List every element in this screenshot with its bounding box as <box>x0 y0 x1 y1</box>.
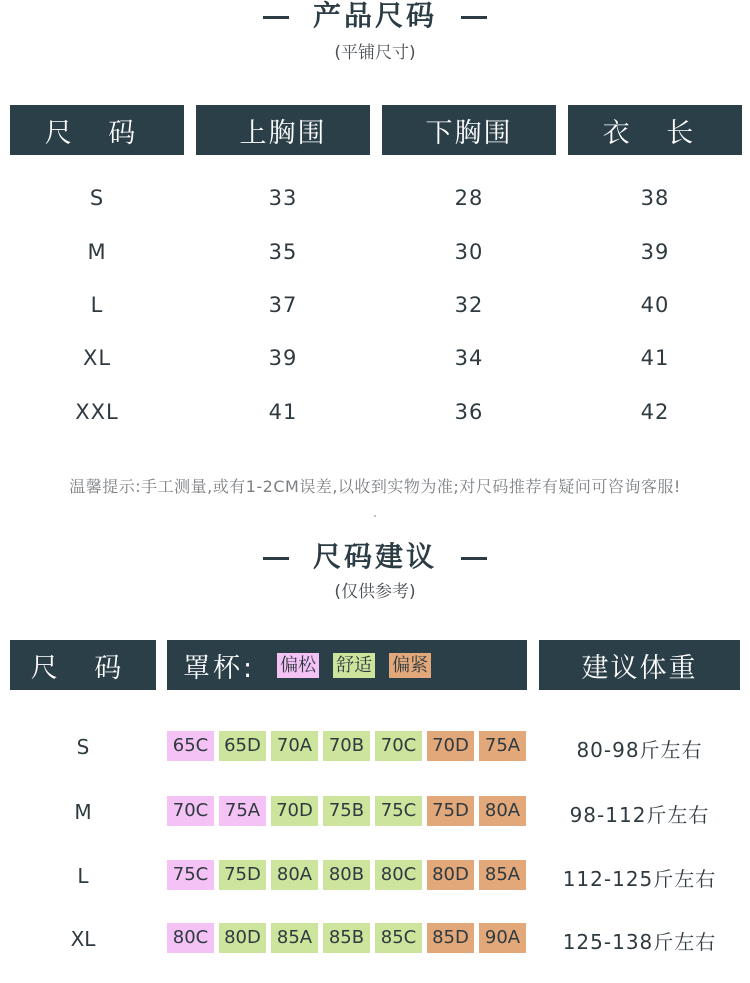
cup-size-chip: 85C <box>375 923 422 953</box>
table1-cell-under-bust: 36 <box>454 400 484 424</box>
divider-dot <box>374 515 376 517</box>
cup-size-chip: 90A <box>479 923 526 953</box>
table1-cell-upper-bust: 35 <box>268 240 298 264</box>
cup-size-chip: 80D <box>219 923 266 953</box>
section-subtitle: (仅供参考) <box>334 582 416 602</box>
table1-cell-length: 39 <box>640 240 670 264</box>
section-title-text: 产品尺码 <box>312 0 437 32</box>
table2-size-label: L <box>77 864 89 888</box>
cup-size-chip: 70C <box>375 731 422 761</box>
table1-cell-under-bust: 32 <box>454 293 484 317</box>
cup-size-chip: 85D <box>427 923 474 953</box>
table1-cell-length: 41 <box>640 346 670 370</box>
title-dash-right <box>461 16 487 19</box>
table1-cell-size: L <box>90 293 104 317</box>
table2-header-cup <box>167 640 527 690</box>
table2-weight: 112-125斤左右 <box>562 867 717 891</box>
section-title-size-advice <box>0 535 750 575</box>
table2-size-label: XL <box>70 927 96 951</box>
section-title-text: 尺码建议 <box>312 540 437 573</box>
table1-cell-size: M <box>87 240 107 264</box>
table1-cell-size: XL <box>82 346 112 370</box>
table1-cell-under-bust: 30 <box>454 240 484 264</box>
table2-weight: 98-112斤左右 <box>569 803 710 827</box>
title-dash-left <box>263 16 289 19</box>
cup-size-chip: 70A <box>271 731 318 761</box>
table1-cell-size: S <box>89 186 105 210</box>
legend-tight: 偏紧 <box>389 653 431 678</box>
cup-size-chip: 80A <box>271 860 318 890</box>
cup-header-label: 罩杯: <box>183 652 256 684</box>
cup-size-chip: 75B <box>323 796 370 826</box>
title-dash-right <box>461 557 487 560</box>
cup-size-chip: 65C <box>167 731 214 761</box>
cup-size-row <box>167 923 531 953</box>
table2-weight: 125-138斤左右 <box>562 930 717 954</box>
cup-size-chip: 70B <box>323 731 370 761</box>
cup-size-chip: 70C <box>167 796 214 826</box>
cup-size-chip: 80A <box>479 796 526 826</box>
table1-header-under-bust: 下胸围 <box>382 105 556 155</box>
table1-cell-length: 42 <box>640 400 670 424</box>
cup-size-chip: 75D <box>219 860 266 890</box>
table2-header-size: 尺 码 <box>10 640 156 690</box>
table2-weight: 80-98斤左右 <box>576 738 703 762</box>
title-dash-left <box>263 557 289 560</box>
cup-size-chip: 80C <box>167 923 214 953</box>
cup-size-chip: 85B <box>323 923 370 953</box>
table1-cell-under-bust: 28 <box>454 186 484 210</box>
table1-cell-size: XXL <box>75 400 119 424</box>
cup-size-chip: 75A <box>219 796 266 826</box>
table2-header-weight: 建议体重 <box>539 640 740 690</box>
table1-cell-under-bust: 34 <box>454 346 484 370</box>
cup-size-chip: 75C <box>375 796 422 826</box>
section-title-product-size <box>0 0 750 34</box>
cup-size-chip: 80D <box>427 860 474 890</box>
cup-size-chip: 65D <box>219 731 266 761</box>
table1-cell-upper-bust: 41 <box>268 400 298 424</box>
table1-cell-upper-bust: 33 <box>268 186 298 210</box>
table1-cell-upper-bust: 37 <box>268 293 298 317</box>
table2-size-label: M <box>74 800 92 824</box>
cup-size-chip: 80C <box>375 860 422 890</box>
cup-size-row <box>167 796 531 826</box>
table1-cell-length: 38 <box>640 186 670 210</box>
cup-size-chip: 85A <box>271 923 318 953</box>
table1-header-length: 衣 长 <box>568 105 742 155</box>
cup-size-chip: 85A <box>479 860 526 890</box>
cup-size-chip: 70D <box>427 731 474 761</box>
table2-size-label: S <box>76 735 90 759</box>
measurement-note: 温馨提示:手工测量,或有1-2CM误差,以收到实物为准;对尺码推荐有疑问可咨询客服! <box>69 477 681 496</box>
cup-size-row <box>167 731 531 761</box>
cup-size-row <box>167 860 531 890</box>
table1-cell-upper-bust: 39 <box>268 346 298 370</box>
legend-fit: 舒适 <box>333 653 375 678</box>
cup-size-chip: 75C <box>167 860 214 890</box>
cup-size-chip: 75D <box>427 796 474 826</box>
legend-loose: 偏松 <box>277 653 319 678</box>
table1-header-size: 尺 码 <box>10 105 184 155</box>
cup-size-chip: 80B <box>323 860 370 890</box>
table1-header-upper-bust: 上胸围 <box>196 105 370 155</box>
table1-cell-length: 40 <box>640 293 670 317</box>
cup-size-chip: 75A <box>479 731 526 761</box>
section-subtitle: (平铺尺寸) <box>334 43 416 63</box>
cup-size-chip: 70D <box>271 796 318 826</box>
